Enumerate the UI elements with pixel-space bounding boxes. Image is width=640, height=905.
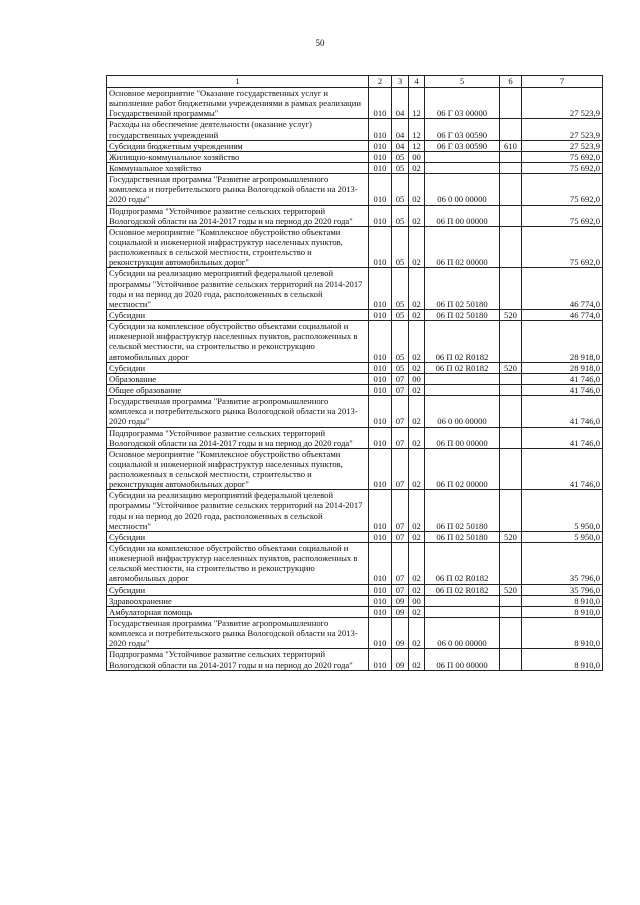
row-expense-type-cell <box>500 119 522 140</box>
row-expense-type-cell <box>500 595 522 606</box>
row-subsection-cell: 00 <box>409 373 425 384</box>
row-section-cell: 05 <box>392 226 409 268</box>
row-section-cell: 05 <box>392 162 409 173</box>
row-target-article-cell: 06 П 02 R0182 <box>425 321 500 363</box>
table-row <box>107 88 603 119</box>
row-name-cell: Государственная программа "Развитие агропромышленного комплекса и потребительского рынка Вологодской области на 2013-2020 годы" <box>107 174 369 205</box>
row-name-cell: Субсидии на реализацию мероприятий федеральной целевой программы "Устойчивое развитие сельских территорий на 2014-2017 годы и на период до 2020 года, расположенных в сельской местности" <box>107 490 369 532</box>
row-subsection-cell: 02 <box>409 268 425 310</box>
header-col-7: 7 <box>522 76 603 88</box>
row-name-cell: Субсидии <box>107 531 369 542</box>
table-row <box>107 362 603 373</box>
row-name-cell: Подпрограмма "Устойчивое развитие сельских территорий Вологодской области на 2014-2017 годы и на период до 2020 года" <box>107 205 369 226</box>
header-col-3: 3 <box>392 76 409 88</box>
row-expense-type-cell: 610 <box>500 140 522 151</box>
row-admin-code-cell: 010 <box>369 268 392 310</box>
table-row <box>107 373 603 384</box>
row-expense-type-cell: 520 <box>500 531 522 542</box>
table-header-row <box>107 76 603 88</box>
row-amount-cell: 41 746,0 <box>522 396 603 427</box>
table-row <box>107 226 603 268</box>
row-target-article-cell: 06 П 02 50180 <box>425 268 500 310</box>
row-target-article-cell <box>425 595 500 606</box>
row-name-cell: Коммунальное хозяйство <box>107 162 369 173</box>
row-section-cell: 09 <box>392 649 409 670</box>
row-name-cell: Субсидии на комплексное обустройство объектами социальной и инженерной инфраструктур населенных пунктов, расположенных в сельской местности, на строительство и реконструкцию автомобильных дорог <box>107 543 369 585</box>
row-subsection-cell: 02 <box>409 162 425 173</box>
row-amount-cell: 75 692,0 <box>522 205 603 226</box>
row-subsection-cell: 02 <box>409 226 425 268</box>
row-expense-type-cell <box>500 151 522 162</box>
header-col-1: 1 <box>107 76 369 88</box>
table-row <box>107 205 603 226</box>
row-target-article-cell <box>425 606 500 617</box>
row-name-cell: Основное мероприятие "Комплексное обустройство объектами социальной и инженерной инфраструктур населенных пунктов, расположенных в сельской местности, строительство и реконструкция автомобильных дорог" <box>107 448 369 490</box>
row-subsection-cell: 02 <box>409 427 425 448</box>
table-row <box>107 606 603 617</box>
row-admin-code-cell: 010 <box>369 384 392 395</box>
row-expense-type-cell <box>500 321 522 363</box>
row-admin-code-cell: 010 <box>369 584 392 595</box>
row-amount-cell: 75 692,0 <box>522 174 603 205</box>
header-col-5: 5 <box>425 76 500 88</box>
row-admin-code-cell: 010 <box>369 226 392 268</box>
row-expense-type-cell <box>500 88 522 119</box>
budget-table <box>106 75 603 671</box>
header-col-6: 6 <box>500 76 522 88</box>
row-amount-cell: 8 910,0 <box>522 595 603 606</box>
row-subsection-cell: 02 <box>409 584 425 595</box>
row-target-article-cell: 06 П 02 R0182 <box>425 543 500 585</box>
table-row <box>107 174 603 205</box>
row-target-article-cell: 06 П 02 50180 <box>425 531 500 542</box>
row-name-cell: Субсидии <box>107 584 369 595</box>
row-admin-code-cell: 010 <box>369 88 392 119</box>
row-subsection-cell: 02 <box>409 531 425 542</box>
row-subsection-cell: 02 <box>409 309 425 320</box>
row-target-article-cell <box>425 151 500 162</box>
row-expense-type-cell <box>500 448 522 490</box>
table-row <box>107 490 603 532</box>
row-target-article-cell: 06 Г 03 00590 <box>425 140 500 151</box>
row-target-article-cell: 06 П 02 R0182 <box>425 584 500 595</box>
row-expense-type-cell <box>500 205 522 226</box>
table-row <box>107 140 603 151</box>
row-target-article-cell: 06 П 00 00000 <box>425 427 500 448</box>
row-subsection-cell: 02 <box>409 321 425 363</box>
row-section-cell: 07 <box>392 427 409 448</box>
row-section-cell: 05 <box>392 268 409 310</box>
row-amount-cell: 27 523,9 <box>522 140 603 151</box>
row-expense-type-cell <box>500 427 522 448</box>
row-target-article-cell <box>425 162 500 173</box>
table-row <box>107 268 603 310</box>
row-target-article-cell: 06 0 00 00000 <box>425 396 500 427</box>
row-subsection-cell: 12 <box>409 119 425 140</box>
row-target-article-cell: 06 Г 03 00000 <box>425 88 500 119</box>
row-amount-cell: 28 918,0 <box>522 321 603 363</box>
row-subsection-cell: 02 <box>409 205 425 226</box>
row-section-cell: 05 <box>392 362 409 373</box>
row-section-cell: 09 <box>392 606 409 617</box>
row-subsection-cell: 02 <box>409 396 425 427</box>
table-row <box>107 151 603 162</box>
row-section-cell: 07 <box>392 531 409 542</box>
row-admin-code-cell: 010 <box>369 174 392 205</box>
row-name-cell: Подпрограмма "Устойчивое развитие сельских территорий Вологодской области на 2014-2017 годы и на период до 2020 года" <box>107 649 369 670</box>
row-amount-cell: 5 950,0 <box>522 531 603 542</box>
row-expense-type-cell <box>500 226 522 268</box>
row-name-cell: Жилищно-коммунальное хозяйство <box>107 151 369 162</box>
row-section-cell: 04 <box>392 140 409 151</box>
row-expense-type-cell <box>500 490 522 532</box>
row-amount-cell: 75 692,0 <box>522 151 603 162</box>
row-admin-code-cell: 010 <box>369 595 392 606</box>
row-admin-code-cell: 010 <box>369 448 392 490</box>
row-amount-cell: 46 774,0 <box>522 309 603 320</box>
row-admin-code-cell: 010 <box>369 119 392 140</box>
row-name-cell: Образование <box>107 373 369 384</box>
table-row <box>107 543 603 585</box>
row-expense-type-cell <box>500 384 522 395</box>
row-expense-type-cell <box>500 543 522 585</box>
row-name-cell: Здравоохранение <box>107 595 369 606</box>
row-admin-code-cell: 010 <box>369 427 392 448</box>
table-row <box>107 162 603 173</box>
row-amount-cell: 8 910,0 <box>522 649 603 670</box>
row-expense-type-cell <box>500 618 522 649</box>
table-row <box>107 595 603 606</box>
table-body <box>107 88 603 671</box>
table-row <box>107 618 603 649</box>
row-amount-cell: 41 746,0 <box>522 384 603 395</box>
row-subsection-cell: 02 <box>409 618 425 649</box>
row-name-cell: Основное мероприятие "Оказание государственных услуг и выполнение работ бюджетными учреждениями в рамках реализации Государственной программы" <box>107 88 369 119</box>
row-admin-code-cell: 010 <box>369 618 392 649</box>
row-name-cell: Субсидии <box>107 362 369 373</box>
row-name-cell: Субсидии бюджетным учреждениям <box>107 140 369 151</box>
table-row <box>107 321 603 363</box>
row-amount-cell: 46 774,0 <box>522 268 603 310</box>
row-section-cell: 07 <box>392 543 409 585</box>
row-admin-code-cell: 010 <box>369 162 392 173</box>
table-row <box>107 309 603 320</box>
row-subsection-cell: 02 <box>409 174 425 205</box>
row-name-cell: Субсидии на реализацию мероприятий федеральной целевой программы "Устойчивое развитие сельских территорий на 2014-2017 годы и на период до 2020 года, расположенных в сельской местности" <box>107 268 369 310</box>
row-section-cell: 05 <box>392 205 409 226</box>
table-row <box>107 584 603 595</box>
row-amount-cell: 8 910,0 <box>522 606 603 617</box>
row-subsection-cell: 02 <box>409 384 425 395</box>
row-subsection-cell: 02 <box>409 490 425 532</box>
row-section-cell: 05 <box>392 174 409 205</box>
row-subsection-cell: 02 <box>409 362 425 373</box>
table-row <box>107 649 603 670</box>
row-admin-code-cell: 010 <box>369 373 392 384</box>
row-name-cell: Государственная программа "Развитие агропромышленного комплекса и потребительского рынка Вологодской области на 2013-2020 годы" <box>107 618 369 649</box>
row-admin-code-cell: 010 <box>369 649 392 670</box>
row-expense-type-cell: 520 <box>500 584 522 595</box>
row-amount-cell: 41 746,0 <box>522 427 603 448</box>
row-admin-code-cell: 010 <box>369 140 392 151</box>
row-section-cell: 07 <box>392 448 409 490</box>
table-row <box>107 427 603 448</box>
row-section-cell: 07 <box>392 584 409 595</box>
row-admin-code-cell: 010 <box>369 543 392 585</box>
row-amount-cell: 75 692,0 <box>522 162 603 173</box>
row-name-cell: Государственная программа "Развитие агропромышленного комплекса и потребительского рынка Вологодской области на 2013-2020 годы" <box>107 396 369 427</box>
row-amount-cell: 5 950,0 <box>522 490 603 532</box>
row-expense-type-cell <box>500 606 522 617</box>
row-expense-type-cell <box>500 174 522 205</box>
row-expense-type-cell <box>500 268 522 310</box>
row-expense-type-cell <box>500 396 522 427</box>
row-expense-type-cell: 520 <box>500 362 522 373</box>
table-row <box>107 448 603 490</box>
row-amount-cell: 75 692,0 <box>522 226 603 268</box>
table-row <box>107 531 603 542</box>
row-target-article-cell <box>425 384 500 395</box>
row-section-cell: 05 <box>392 321 409 363</box>
row-target-article-cell: 06 Г 03 00590 <box>425 119 500 140</box>
row-subsection-cell: 00 <box>409 151 425 162</box>
row-expense-type-cell <box>500 649 522 670</box>
row-admin-code-cell: 010 <box>369 396 392 427</box>
row-name-cell: Основное мероприятие "Комплексное обустройство объектами социальной и инженерной инфраструктур населенных пунктов, расположенных в сельской местности, строительство и реконструкция автомобильных дорог" <box>107 226 369 268</box>
row-section-cell: 05 <box>392 309 409 320</box>
table-row <box>107 396 603 427</box>
row-subsection-cell: 00 <box>409 595 425 606</box>
row-amount-cell: 27 523,9 <box>522 88 603 119</box>
row-target-article-cell <box>425 373 500 384</box>
row-amount-cell: 41 746,0 <box>522 373 603 384</box>
row-admin-code-cell: 010 <box>369 151 392 162</box>
row-target-article-cell: 06 П 02 R0182 <box>425 362 500 373</box>
row-amount-cell: 27 523,9 <box>522 119 603 140</box>
table-row <box>107 384 603 395</box>
row-admin-code-cell: 010 <box>369 531 392 542</box>
row-subsection-cell: 02 <box>409 649 425 670</box>
row-admin-code-cell: 010 <box>369 490 392 532</box>
row-section-cell: 05 <box>392 151 409 162</box>
row-section-cell: 04 <box>392 119 409 140</box>
row-section-cell: 07 <box>392 396 409 427</box>
row-amount-cell: 28 918,0 <box>522 362 603 373</box>
row-target-article-cell: 06 П 02 00000 <box>425 448 500 490</box>
row-section-cell: 09 <box>392 618 409 649</box>
row-amount-cell: 35 796,0 <box>522 584 603 595</box>
row-section-cell: 07 <box>392 384 409 395</box>
row-amount-cell: 35 796,0 <box>522 543 603 585</box>
row-expense-type-cell: 520 <box>500 309 522 320</box>
row-subsection-cell: 12 <box>409 88 425 119</box>
row-name-cell: Субсидии <box>107 309 369 320</box>
row-name-cell: Общее образование <box>107 384 369 395</box>
row-amount-cell: 41 746,0 <box>522 448 603 490</box>
row-target-article-cell: 06 П 02 00000 <box>425 226 500 268</box>
row-section-cell: 07 <box>392 490 409 532</box>
row-name-cell: Подпрограмма "Устойчивое развитие сельских территорий Вологодской области на 2014-2017 годы и на период до 2020 года" <box>107 427 369 448</box>
row-section-cell: 07 <box>392 373 409 384</box>
row-target-article-cell: 06 П 00 00000 <box>425 205 500 226</box>
row-admin-code-cell: 010 <box>369 205 392 226</box>
table-row <box>107 119 603 140</box>
row-section-cell: 04 <box>392 88 409 119</box>
row-target-article-cell: 06 0 00 00000 <box>425 174 500 205</box>
row-expense-type-cell <box>500 373 522 384</box>
row-subsection-cell: 02 <box>409 543 425 585</box>
row-subsection-cell: 02 <box>409 606 425 617</box>
row-target-article-cell: 06 П 02 50180 <box>425 490 500 532</box>
row-expense-type-cell <box>500 162 522 173</box>
page-number: 50 <box>315 38 325 48</box>
row-admin-code-cell: 010 <box>369 362 392 373</box>
row-name-cell: Амбулаторная помощь <box>107 606 369 617</box>
header-col-2: 2 <box>369 76 392 88</box>
row-name-cell: Субсидии на комплексное обустройство объектами социальной и инженерной инфраструктур населенных пунктов, расположенных в сельской местности, на строительство и реконструкцию автомобильных дорог <box>107 321 369 363</box>
row-target-article-cell: 06 П 02 50180 <box>425 309 500 320</box>
row-section-cell: 09 <box>392 595 409 606</box>
row-admin-code-cell: 010 <box>369 321 392 363</box>
row-target-article-cell: 06 П 00 00000 <box>425 649 500 670</box>
header-col-4: 4 <box>409 76 425 88</box>
row-target-article-cell: 06 0 00 00000 <box>425 618 500 649</box>
row-admin-code-cell: 010 <box>369 309 392 320</box>
row-subsection-cell: 02 <box>409 448 425 490</box>
row-name-cell: Расходы на обеспечение деятельности (оказание услуг) государственных учреждений <box>107 119 369 140</box>
row-amount-cell: 8 910,0 <box>522 618 603 649</box>
row-subsection-cell: 12 <box>409 140 425 151</box>
row-admin-code-cell: 010 <box>369 606 392 617</box>
